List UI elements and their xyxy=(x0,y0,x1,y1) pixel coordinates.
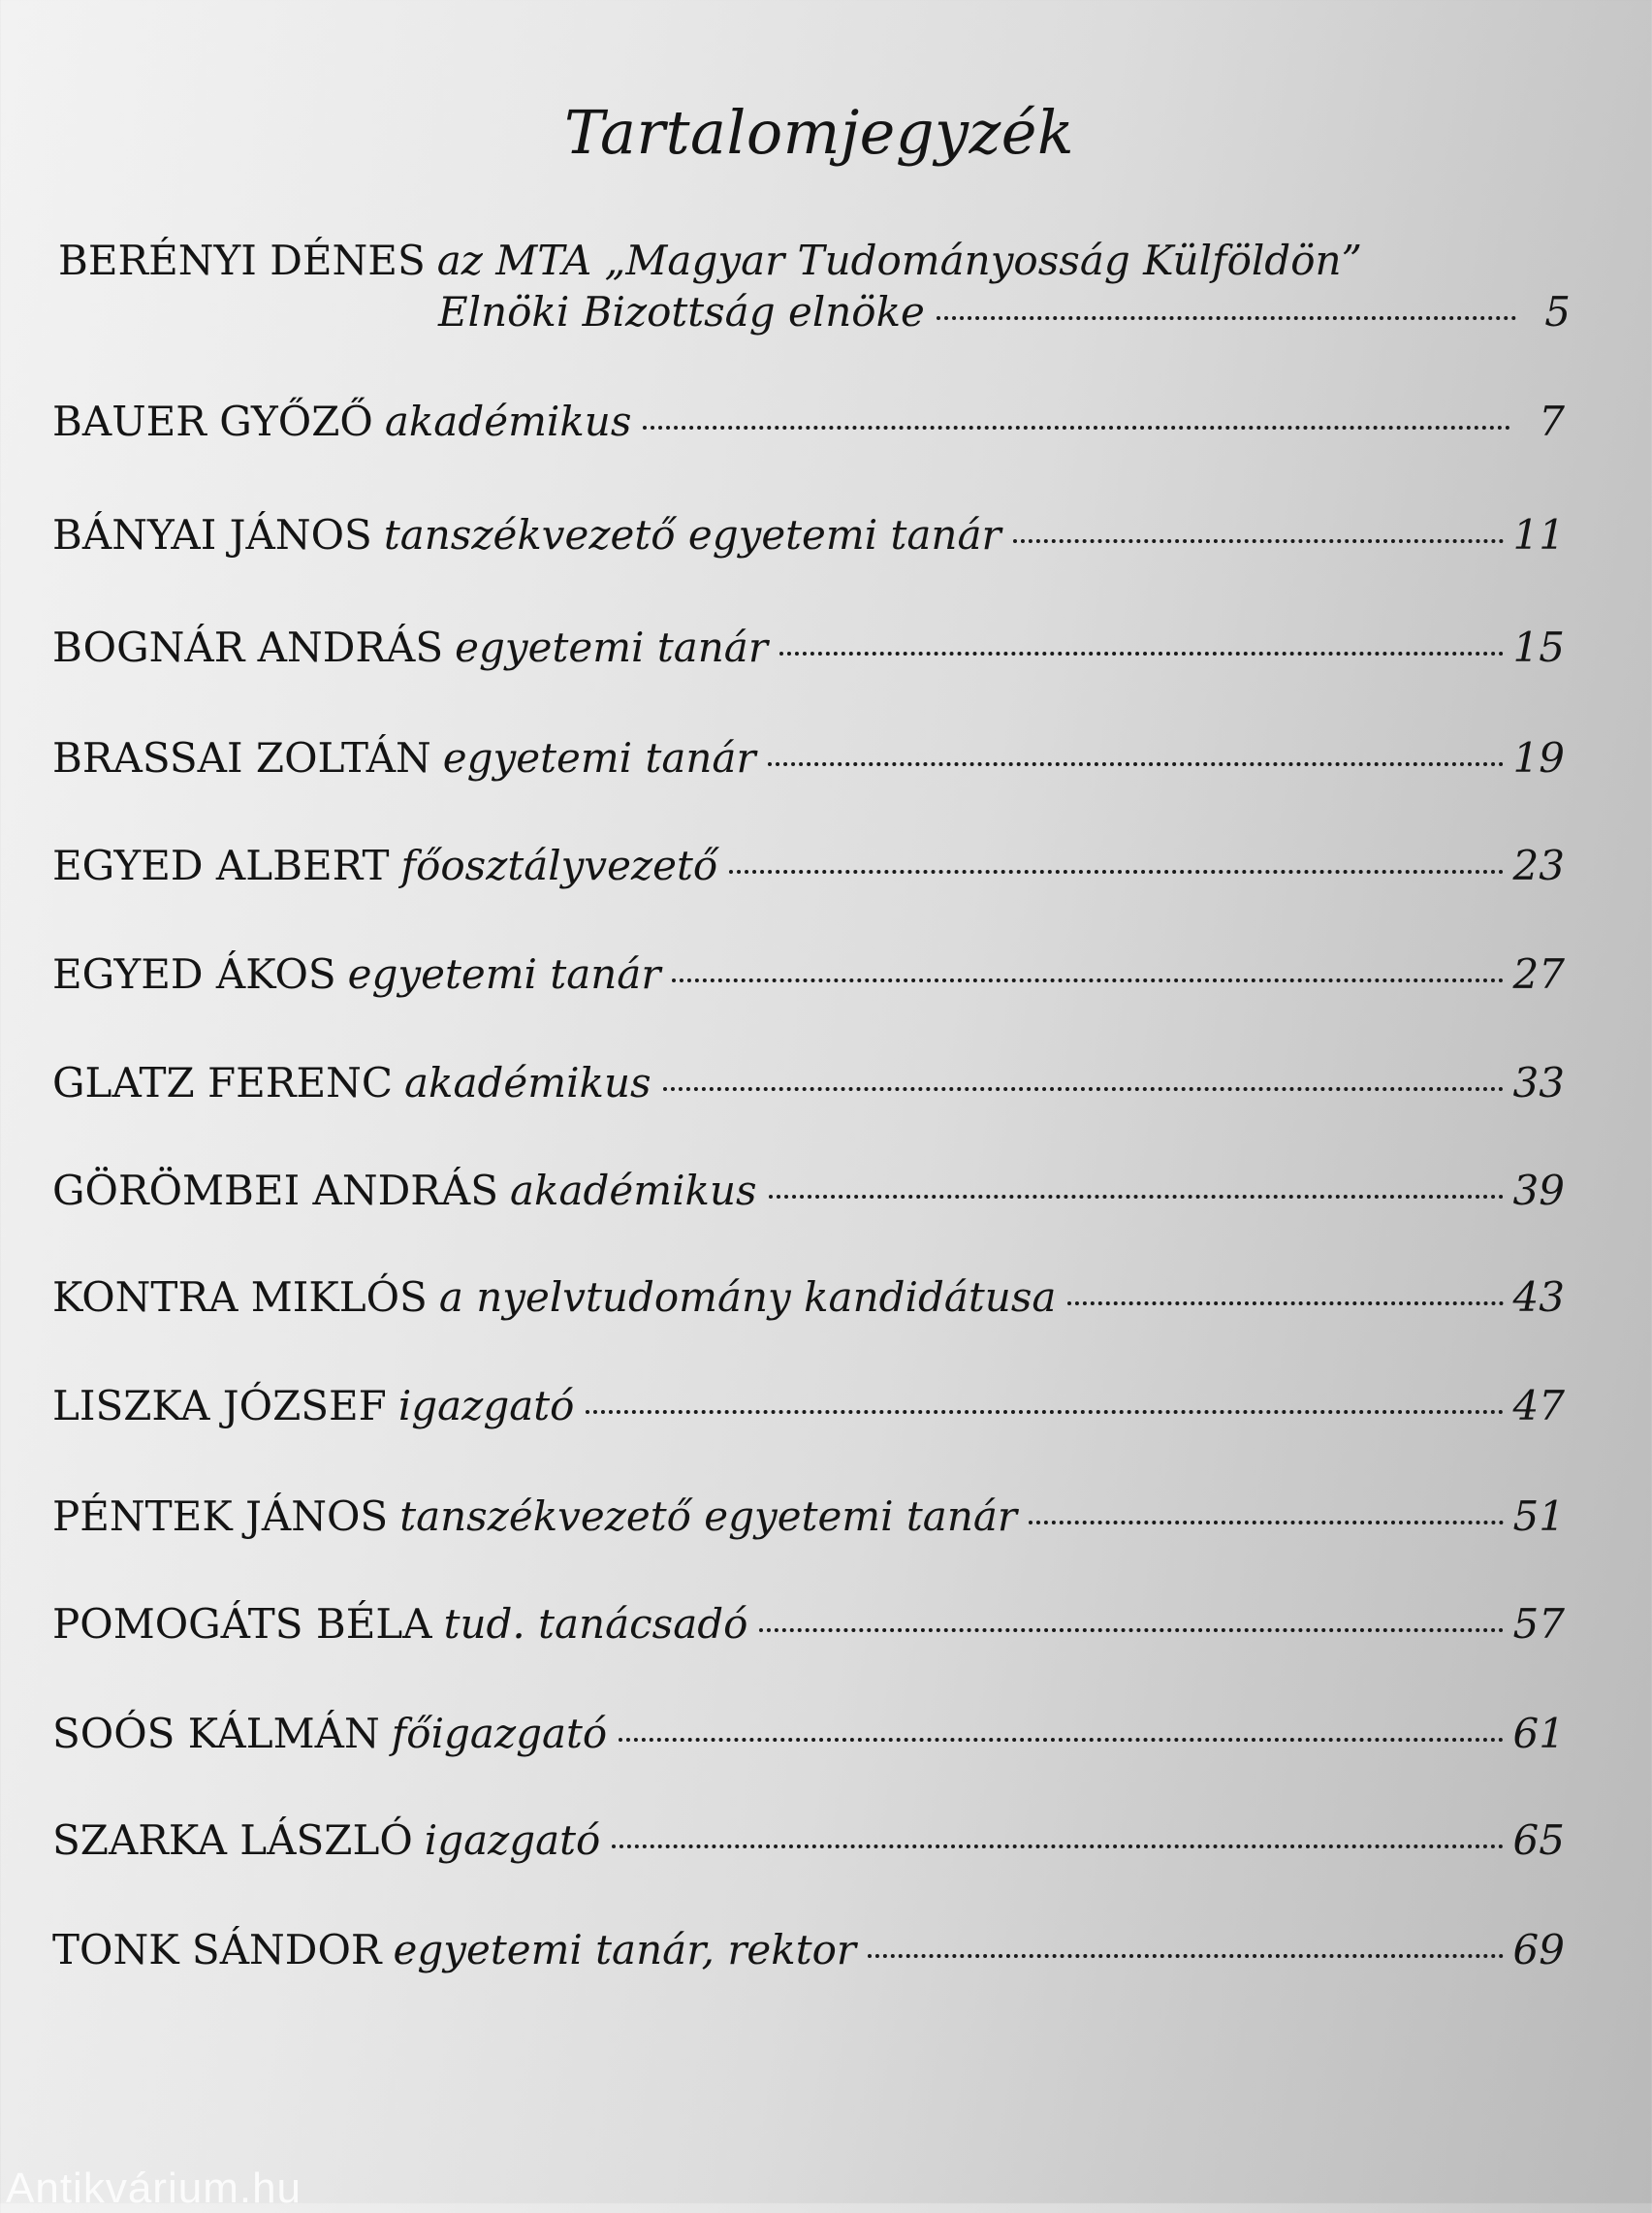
entry-name: BERÉNYI DÉNES xyxy=(58,237,426,284)
entry-role-continued: Elnöki Bizottság elnöke xyxy=(438,288,925,336)
toc-entry xyxy=(52,1059,1565,1106)
page-title: Tartalomjegyzék xyxy=(563,97,1075,168)
entry-role: akadémikus xyxy=(510,1167,757,1214)
entry-name: PÉNTEK JÁNOS xyxy=(52,1492,389,1540)
entry-name: BAUER GYŐZŐ xyxy=(52,398,373,445)
entry-role: egyetemi tanár xyxy=(347,950,661,998)
entry-page-number: 57 xyxy=(1512,1600,1565,1648)
toc-entry xyxy=(52,1710,1565,1757)
toc-entry xyxy=(52,950,1565,998)
entry-role: egyetemi tanár xyxy=(442,734,756,782)
dot-leader xyxy=(663,1087,1504,1091)
entry-page-number: 65 xyxy=(1512,1816,1565,1864)
dot-leader xyxy=(1029,1521,1504,1524)
entry-page-number: 61 xyxy=(1512,1710,1565,1757)
entry-role: főigazgató xyxy=(391,1710,608,1757)
entry-name: GLATZ FERENC xyxy=(52,1059,393,1106)
entry-page-number: 5 xyxy=(1544,288,1571,336)
entry-role: tud. tanácsadó xyxy=(443,1600,748,1648)
entry-page-number: 47 xyxy=(1512,1382,1565,1429)
dot-leader xyxy=(586,1410,1503,1414)
entry-page-number: 7 xyxy=(1539,398,1565,445)
entry-role: tanszékvezető egyetemi tanár xyxy=(383,511,1001,559)
entry-page-number: 11 xyxy=(1512,511,1565,559)
toc-entry xyxy=(52,1273,1565,1321)
entry-role: igazgató xyxy=(424,1816,601,1864)
entry-name: EGYED ÁKOS xyxy=(52,950,336,998)
entry-page-number: 39 xyxy=(1512,1167,1565,1214)
entry-name: LISZKA JÓZSEF xyxy=(52,1382,387,1429)
entry-page-number: 27 xyxy=(1512,950,1565,998)
entry-role: a nyelvtudomány kandidátusa xyxy=(438,1273,1057,1321)
dot-leader xyxy=(672,978,1503,982)
dot-leader xyxy=(759,1628,1503,1632)
entry-role: akadémikus xyxy=(404,1059,651,1106)
entry-name: SZARKA LÁSZLÓ xyxy=(52,1816,413,1864)
entry-name: KONTRA MIKLÓS xyxy=(52,1273,428,1321)
dot-leader xyxy=(868,1954,1504,1958)
dot-leader xyxy=(1067,1301,1503,1305)
toc-entry xyxy=(52,511,1565,559)
dot-leader xyxy=(779,652,1504,656)
toc-entry xyxy=(52,734,1565,782)
toc-entry xyxy=(52,1492,1565,1540)
entry-name: BRASSAI ZOLTÁN xyxy=(52,734,431,782)
entry-page-number: 43 xyxy=(1512,1273,1565,1321)
dot-leader xyxy=(729,870,1503,874)
toc-entry xyxy=(52,1167,1565,1214)
entry-page-number: 33 xyxy=(1512,1059,1565,1106)
dot-leader xyxy=(619,1738,1503,1742)
entry-name: BOGNÁR ANDRÁS xyxy=(52,624,444,671)
dot-leader xyxy=(768,762,1504,766)
entry-name: EGYED ALBERT xyxy=(52,842,390,889)
entry-role: tanszékvezető egyetemi tanár xyxy=(399,1492,1017,1540)
toc-entry xyxy=(52,1926,1565,1973)
toc-entry xyxy=(52,624,1565,671)
toc-entry xyxy=(58,237,1571,336)
toc-entry xyxy=(52,1816,1565,1864)
entry-name: SOÓS KÁLMÁN xyxy=(52,1710,380,1757)
entry-page-number: 15 xyxy=(1512,624,1565,671)
entry-role: az MTA „Magyar Tudományosság Külföldön” xyxy=(436,237,1362,284)
entry-role: egyetemi tanár, rektor xyxy=(393,1926,856,1973)
entry-name: POMOGÁTS BÉLA xyxy=(52,1600,432,1648)
entry-name: TONK SÁNDOR xyxy=(52,1926,382,1973)
watermark: Antikvárium.hu xyxy=(6,2165,302,2212)
dot-leader xyxy=(1013,539,1504,543)
entry-role: főosztályvezető xyxy=(400,842,718,889)
dot-leader xyxy=(937,316,1516,320)
toc-entry xyxy=(52,842,1565,889)
entry-name: BÁNYAI JÁNOS xyxy=(52,511,372,559)
toc-entry xyxy=(52,1600,1565,1648)
entry-page-number: 19 xyxy=(1512,734,1565,782)
entry-name: GÖRÖMBEI ANDRÁS xyxy=(52,1167,498,1214)
dot-leader xyxy=(612,1844,1503,1848)
toc-entry xyxy=(52,398,1565,445)
toc-entry xyxy=(52,1382,1565,1429)
entry-role: akadémikus xyxy=(384,398,632,445)
entry-page-number: 51 xyxy=(1512,1492,1565,1540)
entry-role: egyetemi tanár xyxy=(455,624,768,671)
dot-leader xyxy=(769,1195,1504,1199)
entry-page-number: 23 xyxy=(1512,842,1565,889)
entry-page-number: 69 xyxy=(1512,1926,1565,1973)
entry-role: igazgató xyxy=(397,1382,575,1429)
dot-leader xyxy=(643,426,1510,430)
